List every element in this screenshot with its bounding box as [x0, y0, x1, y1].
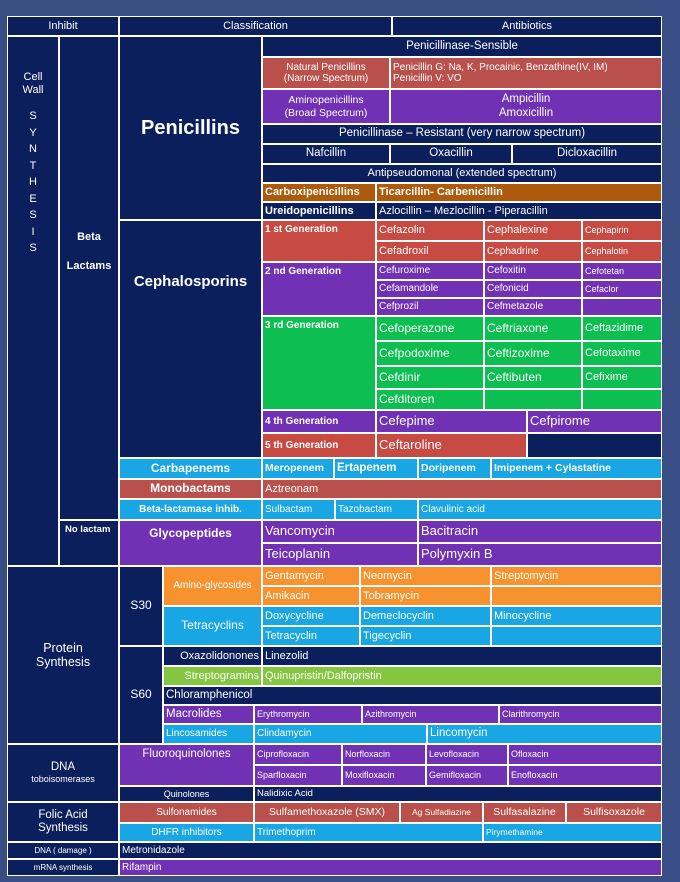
- drug-lincomycin: Lincomycin: [427, 724, 662, 744]
- synthesis-letter: I: [31, 225, 35, 238]
- gen2-label: 2 nd Generation: [262, 262, 376, 316]
- aminopenicillins-drugs: Ampicillin Amoxicillin: [390, 89, 662, 124]
- sulfonamides-label: Sulfonamides: [119, 802, 254, 823]
- antipseudomonal-header: Antipseudomonal (extended spectrum): [262, 164, 662, 183]
- drug-ag-sulfadiazine: Ag Sulfadiazine: [400, 802, 483, 823]
- drug-ceftaroline: Ceftaroline: [376, 433, 527, 458]
- protein-synthesis-label: [7, 566, 119, 744]
- synthesis-letter: S: [29, 242, 37, 255]
- synthesis-letter: E: [29, 192, 37, 205]
- drug-cefuroxime: Cefuroxime: [376, 262, 484, 280]
- header-antibiotics: Antibiotics: [392, 16, 662, 36]
- gen3-empty-cell: [484, 389, 582, 410]
- drug-streptomycin: Streptomycin: [491, 566, 662, 586]
- s60-label: S60: [119, 646, 163, 744]
- synthesis-letter: S: [29, 209, 37, 222]
- drug-sulfasalazine: Sulfasalazine: [483, 802, 566, 823]
- drug-clarithromycin: Clarithromycin: [499, 705, 662, 724]
- dna-line-1: DNA: [50, 761, 76, 774]
- drug-ertapenem: Ertapenem: [334, 458, 418, 479]
- s30-label: S30: [119, 566, 163, 646]
- drug-nalidixic-acid: Nalidixic Acid: [254, 786, 662, 802]
- aminoglycoside-empty-cell: [491, 586, 662, 606]
- drug-cephalexine: Cephalexine: [484, 220, 582, 241]
- dhfr-inhibitors-label: DHFR inhibitors: [119, 823, 254, 842]
- tetracyclins-label: Tetracyclins: [163, 606, 262, 646]
- aminoglycosides-label: Amino-glycosides: [163, 566, 262, 606]
- drug-tetracyclin: Tetracyclin: [262, 626, 360, 646]
- drug-cefpirome: Cefpirome: [527, 410, 662, 433]
- drug-cefpodoxime: Cefpodoxime: [376, 341, 484, 366]
- drug-cefotetan: Cefotetan: [582, 262, 662, 280]
- drug-ofloxacin: Ofloxacin: [508, 744, 662, 765]
- drug-levofloxacin: Levofloxacin: [426, 744, 508, 765]
- lincosamides-label: Lincosamides: [163, 724, 254, 744]
- drug-pirymethamine: Pirymethamine: [483, 823, 662, 842]
- drug-doxycycline: Doxycycline: [262, 606, 360, 626]
- drug-dicloxacillin: Dicloxacillin: [512, 144, 662, 164]
- synthesis-letter: S: [29, 110, 37, 123]
- drug-cefprozil: Cefprozil: [376, 298, 484, 316]
- drug-polymyxin-b: Polymyxin B: [418, 543, 662, 566]
- oxazolidonones-label: Oxazolidonones: [163, 646, 262, 666]
- macrolides-label: Macrolides: [163, 705, 254, 724]
- dna-damage-label: DNA ( damage ): [7, 842, 119, 859]
- drug-cefaclor: Cefaclor: [582, 280, 662, 298]
- drug-gentamycin: Gentamycin: [262, 566, 360, 586]
- cell-wall-synthesis-label: [7, 36, 59, 566]
- streptogramins-label: Streptogramins: [163, 666, 262, 686]
- drug-demeclocyclin: Demeclocyclin: [360, 606, 491, 626]
- drug-cefotaxime: Cefotaxime: [582, 341, 662, 366]
- gen3-label: 3 rd Generation: [262, 316, 376, 410]
- drug-sulbactam: Sulbactam: [262, 499, 335, 520]
- cephalosporins-title: Cephalosporins: [119, 220, 262, 458]
- ureidopenicillins-drugs: Azlocillin – Mezlocillin - Piperacillin: [376, 202, 662, 220]
- monobactams-label: Monobactams: [119, 479, 262, 499]
- drug-sparfloxacin: Sparfloxacin: [254, 765, 342, 786]
- aminopenicillins-label: Aminopenicillins (Broad Spectrum): [262, 89, 390, 124]
- synthesis-letter: T: [29, 159, 37, 172]
- drug-gemifloxacin: Gemifloxacin: [426, 765, 508, 786]
- fluoroquinolones-label: Fluoroquinolones: [119, 744, 254, 786]
- gen5-label: 5 th Generation: [262, 433, 376, 458]
- drug-ciprofloxacin: Ciprofloxacin: [254, 744, 342, 765]
- drug-ceftriaxone: Ceftriaxone: [484, 316, 582, 341]
- beta-line-1: Beta: [77, 231, 101, 243]
- gen5-empty-cell: [527, 433, 662, 458]
- gen3-empty-cell: [582, 389, 662, 410]
- carboxipenicillins-drugs: Ticarcillin- Carbenicillin: [376, 183, 662, 202]
- drug-doripenem: Doripenem: [418, 458, 491, 479]
- drug-minocycline: Minocycline: [491, 606, 662, 626]
- drug-quinupristin-dalfopristin: Quinupristin/Dalfopristin: [262, 666, 662, 686]
- drug-enofloxacin: Enofloxacin: [508, 765, 662, 786]
- dna-line-2: toboisomerases: [31, 774, 95, 785]
- drug-ceftibuten: Ceftibuten: [484, 366, 582, 389]
- folic-line-2: Synthesis: [38, 822, 88, 834]
- drug-sulfamethoxazole: Sulfamethoxazole (SMX): [254, 802, 400, 823]
- natural-penicillins-label: Natural Penicillins (Narrow Spectrum): [262, 57, 390, 89]
- drug-oxacillin: Oxacillin: [390, 144, 512, 164]
- carbapenems-label: Carbapenems: [119, 458, 262, 479]
- drug-azithromycin: Azithromycin: [362, 705, 499, 724]
- drug-clavulinic-acid: Clavulinic acid: [418, 499, 662, 520]
- mrna-synthesis-label: mRNA synthesis: [7, 859, 119, 876]
- drug-cefixime: Cefixime: [582, 366, 662, 389]
- drug-neomycin: Neomycin: [360, 566, 491, 586]
- folic-acid-synthesis-label: [7, 802, 119, 842]
- drug-cefditoren: Cefditoren: [376, 389, 484, 410]
- ureidopenicillins-label: Ureidopenicillins: [262, 202, 376, 220]
- no-lactam-label: No lactam: [59, 520, 119, 566]
- dna-topoisomerases-label: [7, 744, 119, 802]
- protein-line-2: Synthesis: [35, 655, 91, 669]
- drug-vancomycin: Vancomycin: [262, 520, 418, 543]
- drug-amikacin: Amikacin: [262, 586, 360, 606]
- drug-linezolid: Linezolid: [262, 646, 662, 666]
- glycopeptides-label: Glycopeptides: [119, 520, 262, 566]
- drug-aztreonam: Aztreonam: [262, 479, 662, 499]
- drug-metronidazole: Metronidazole: [119, 842, 662, 859]
- beta-lactamase-inhib-label: Beta-lactamase inhib.: [119, 499, 262, 520]
- cell-wall-title-1: Cell: [23, 71, 43, 83]
- drug-cephapirin: Cephapirin: [582, 220, 662, 241]
- drug-cefonicid: Cefonicid: [484, 280, 582, 298]
- gen4-label: 4 th Generation: [262, 410, 376, 433]
- drug-trimethoprim: Trimethoprim: [254, 823, 483, 842]
- drug-teicoplanin: Teicoplanin: [262, 543, 418, 566]
- drug-ceftizoxime: Ceftizoxime: [484, 341, 582, 366]
- penicillinase-resistant-header: Penicillinase – Resistant (very narrow spectrum): [262, 124, 662, 144]
- drug-cefepime: Cefepime: [376, 410, 527, 433]
- drug-clindamycin: Clindamycin: [254, 724, 427, 744]
- penicillins-title: Penicillins: [119, 36, 262, 220]
- drug-erythromycin: Erythromycin: [254, 705, 362, 724]
- protein-line-1: Protein: [43, 640, 83, 655]
- drug-cephadrine: Cephadrine: [484, 241, 582, 262]
- header-inhibit: Inhibit: [7, 16, 119, 36]
- drug-ceftazidime: Ceftazidime: [582, 316, 662, 341]
- drug-tobramycin: Tobramycin: [360, 586, 491, 606]
- beta-lactams-label: [59, 36, 119, 520]
- drug-cefadroxil: Cefadroxil: [376, 241, 484, 262]
- drug-meropenem: Meropenem: [262, 458, 334, 479]
- drug-cefamandole: Cefamandole: [376, 280, 484, 298]
- drug-norfloxacin: Norfloxacin: [342, 744, 426, 765]
- penicillinase-sensible-header: Penicillinase-Sensible: [262, 36, 662, 57]
- drug-imipenem-cylastatine: Imipenem + Cylastatine: [491, 458, 662, 479]
- folic-line-1: Folic Acid: [38, 808, 88, 821]
- drug-nafcillin: Nafcillin: [262, 144, 390, 164]
- quinolones-label: Quinolones: [119, 786, 254, 802]
- drug-cefoperazone: Cefoperazone: [376, 316, 484, 341]
- drug-moxifloxacin: Moxifloxacin: [342, 765, 426, 786]
- drug-cefmetazole: Cefmetazole: [484, 298, 582, 316]
- synthesis-letter: H: [29, 176, 37, 189]
- drug-cephalotin: Cephalotin: [582, 241, 662, 262]
- drug-cefoxitin: Cefoxitin: [484, 262, 582, 280]
- drug-cefazolin: Cefazolin: [376, 220, 484, 241]
- synthesis-letter: N: [29, 143, 37, 156]
- beta-line-2: Lactams: [66, 259, 112, 272]
- gen2-empty-cell: [582, 298, 662, 316]
- drug-cefdinir: Cefdinir: [376, 366, 484, 389]
- drug-rifampin: Rifampin: [119, 859, 662, 876]
- synthesis-letter: Y: [29, 126, 37, 139]
- chloramphenicol-label: Chloramphenicol: [163, 686, 662, 705]
- tetracyclin-empty-cell: [491, 626, 662, 646]
- header-classification: Classification: [119, 16, 392, 36]
- drug-bacitracin: Bacitracin: [418, 520, 662, 543]
- natural-penicillins-drugs: Penicillin G: Na, K, Procainic, Benzathine(IV, IM) Penicillin V: VO: [390, 57, 662, 89]
- cell-wall-title-2: Wall: [22, 83, 44, 96]
- gen1-label: 1 st Generation: [262, 220, 376, 262]
- drug-tigecyclin: Tigecyclin: [360, 626, 491, 646]
- carboxipenicillins-label: Carboxipenicillins: [262, 183, 376, 202]
- drug-sulfisoxazole: Sulfisoxazole: [566, 802, 662, 823]
- drug-tazobactam: Tazobactam: [335, 499, 418, 520]
